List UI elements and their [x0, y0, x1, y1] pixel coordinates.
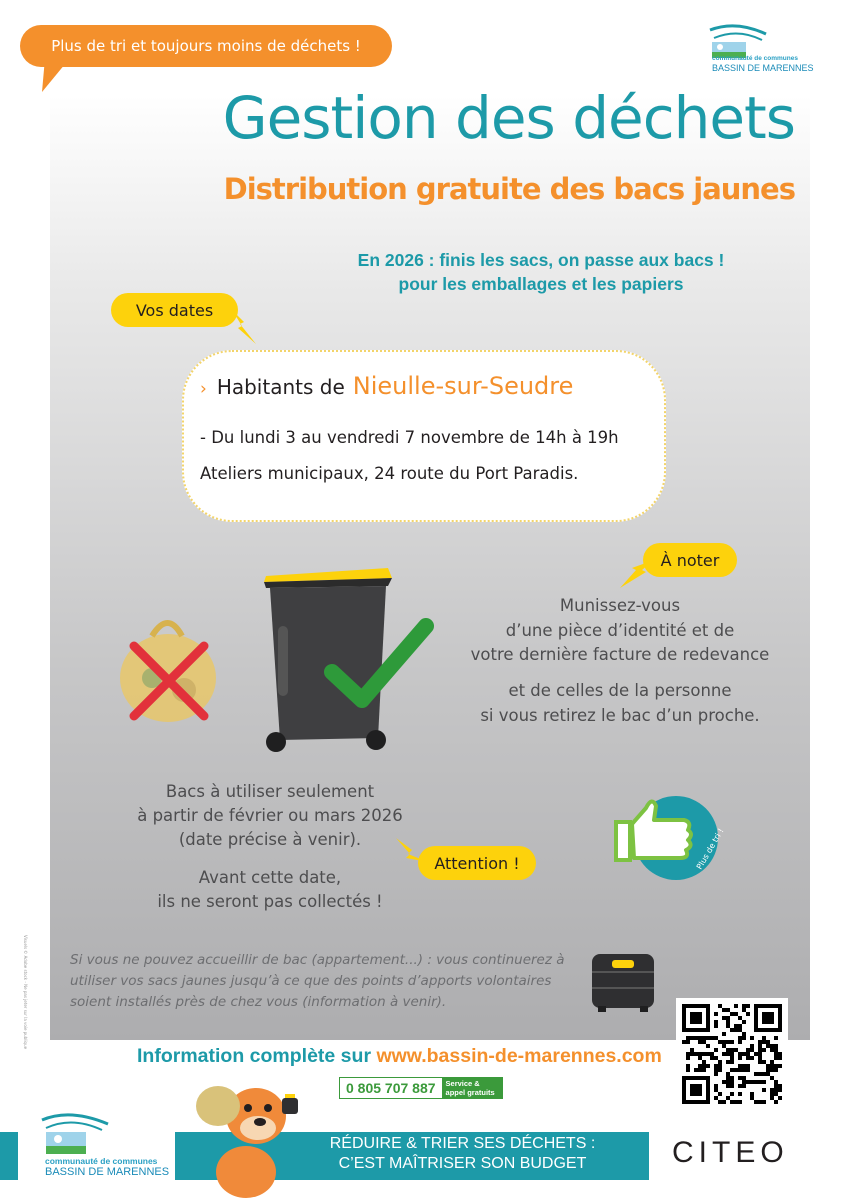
apartment-note-line2: utiliser vos sacs jaunes jusqu’à ce que des points d’apports volontaires — [70, 973, 552, 989]
logo-line2: BASSIN DE MARENNES — [712, 63, 814, 73]
logo-bottom-line1: communauté de communes — [45, 1156, 158, 1166]
dropoff-container-icon — [588, 948, 658, 1014]
website-link[interactable]: www.bassin-de-marennes.com — [376, 1045, 662, 1067]
dates-tag — [111, 293, 238, 327]
yellow-lid-bin-icon — [258, 562, 438, 754]
note-line3: votre dernière facture de redevance — [470, 645, 770, 664]
bins-line2: à partir de février ou mars 2026 — [137, 806, 403, 825]
dates-tag-label: Vos dates — [135, 300, 214, 320]
dates-tag-lightning-icon — [230, 308, 260, 348]
partner-logo: CITEO — [672, 1136, 789, 1169]
event-label: Habitants de — [216, 375, 345, 399]
intro-line1: En 2026 : finis les sacs, on passe aux bacs ! — [357, 250, 725, 270]
community-logo-bottom-icon — [40, 1108, 120, 1158]
qr-code-icon[interactable] — [676, 998, 788, 1110]
attention-tag-lightning-icon — [394, 836, 430, 870]
bins-collection-text — [70, 866, 470, 914]
chevron-right-icon: › — [200, 379, 207, 399]
yellow-bag-crossed-icon — [112, 608, 222, 724]
bins-line1: Bacs à utiliser seulement — [165, 782, 375, 801]
intro-line2: pour les emballages et les papiers — [398, 274, 684, 294]
bottom-slogan-line1: RÉDUIRE & TRIER SES DÉCHETS : — [329, 1135, 596, 1152]
note-line5: si vous retirez le bac d’un proche. — [480, 705, 760, 725]
info-prefix: Information complète sur — [137, 1045, 377, 1067]
note-tag-lightning-icon — [616, 558, 656, 590]
bottom-band-left — [0, 1132, 18, 1180]
apartment-note-line3: soient installés près de chez vous (information à venir). — [70, 994, 447, 1010]
bins-line5: ils ne seront pas collectés ! — [157, 892, 383, 911]
apartment-note-line1: Si vous ne pouvez accueillir de bac (appartement...) : vous continuerez à — [70, 952, 565, 968]
attention-tag — [418, 846, 536, 880]
phone-box[interactable] — [339, 1077, 503, 1099]
phone-number[interactable]: 0 805 707 887 — [340, 1078, 442, 1098]
event-town: Nieulle-sur-Seudre — [352, 372, 574, 400]
note-tag-label: À noter — [660, 550, 720, 570]
note-tag — [643, 543, 737, 577]
note-line2: d’une pièce d’identité et de — [505, 620, 735, 640]
note-text — [420, 594, 820, 668]
logo-bottom-line2: BASSIN DE MARENNES — [45, 1166, 170, 1178]
phone-service-tag: Service & appel gratuits — [442, 1078, 502, 1098]
info-line — [137, 1045, 662, 1068]
bins-line3: (date précise à venir). — [178, 830, 362, 849]
apartment-note — [70, 950, 590, 1013]
note-text-2 — [420, 679, 820, 728]
logo-line1: communauté de communes — [712, 55, 798, 62]
bottom-slogan-line2: C’EST MAÎTRISER SON BUDGET — [338, 1155, 587, 1172]
event-dates: - Du lundi 3 au vendredi 7 novembre de 14h à 19h — [200, 428, 619, 447]
note-line4: et de celles de la personne — [508, 681, 732, 700]
page-title: Gestion des déchets — [222, 84, 795, 152]
attention-tag-label: Attention ! — [434, 853, 520, 873]
photo-credit: Visuels © Adobe stock - Ne pas jeter sur la voie publique — [23, 935, 28, 1050]
badge-text-icon — [666, 826, 726, 882]
slogan-bubble-text: Plus de tri et toujours moins de déchets ! — [51, 37, 361, 55]
page-subtitle: Distribution gratuite des bacs jaunes — [223, 172, 795, 206]
event-heading — [200, 372, 573, 400]
badge-label: Plus de tri ! — [694, 826, 726, 871]
note-line1: Munissez-vous — [559, 596, 681, 615]
intro-text — [300, 248, 782, 296]
event-place: Ateliers municipaux, 24 route du Port Paradis. — [200, 464, 579, 483]
bottom-slogan — [290, 1134, 635, 1174]
mascot-icon — [188, 1072, 308, 1200]
bins-line4: Avant cette date, — [198, 868, 342, 887]
